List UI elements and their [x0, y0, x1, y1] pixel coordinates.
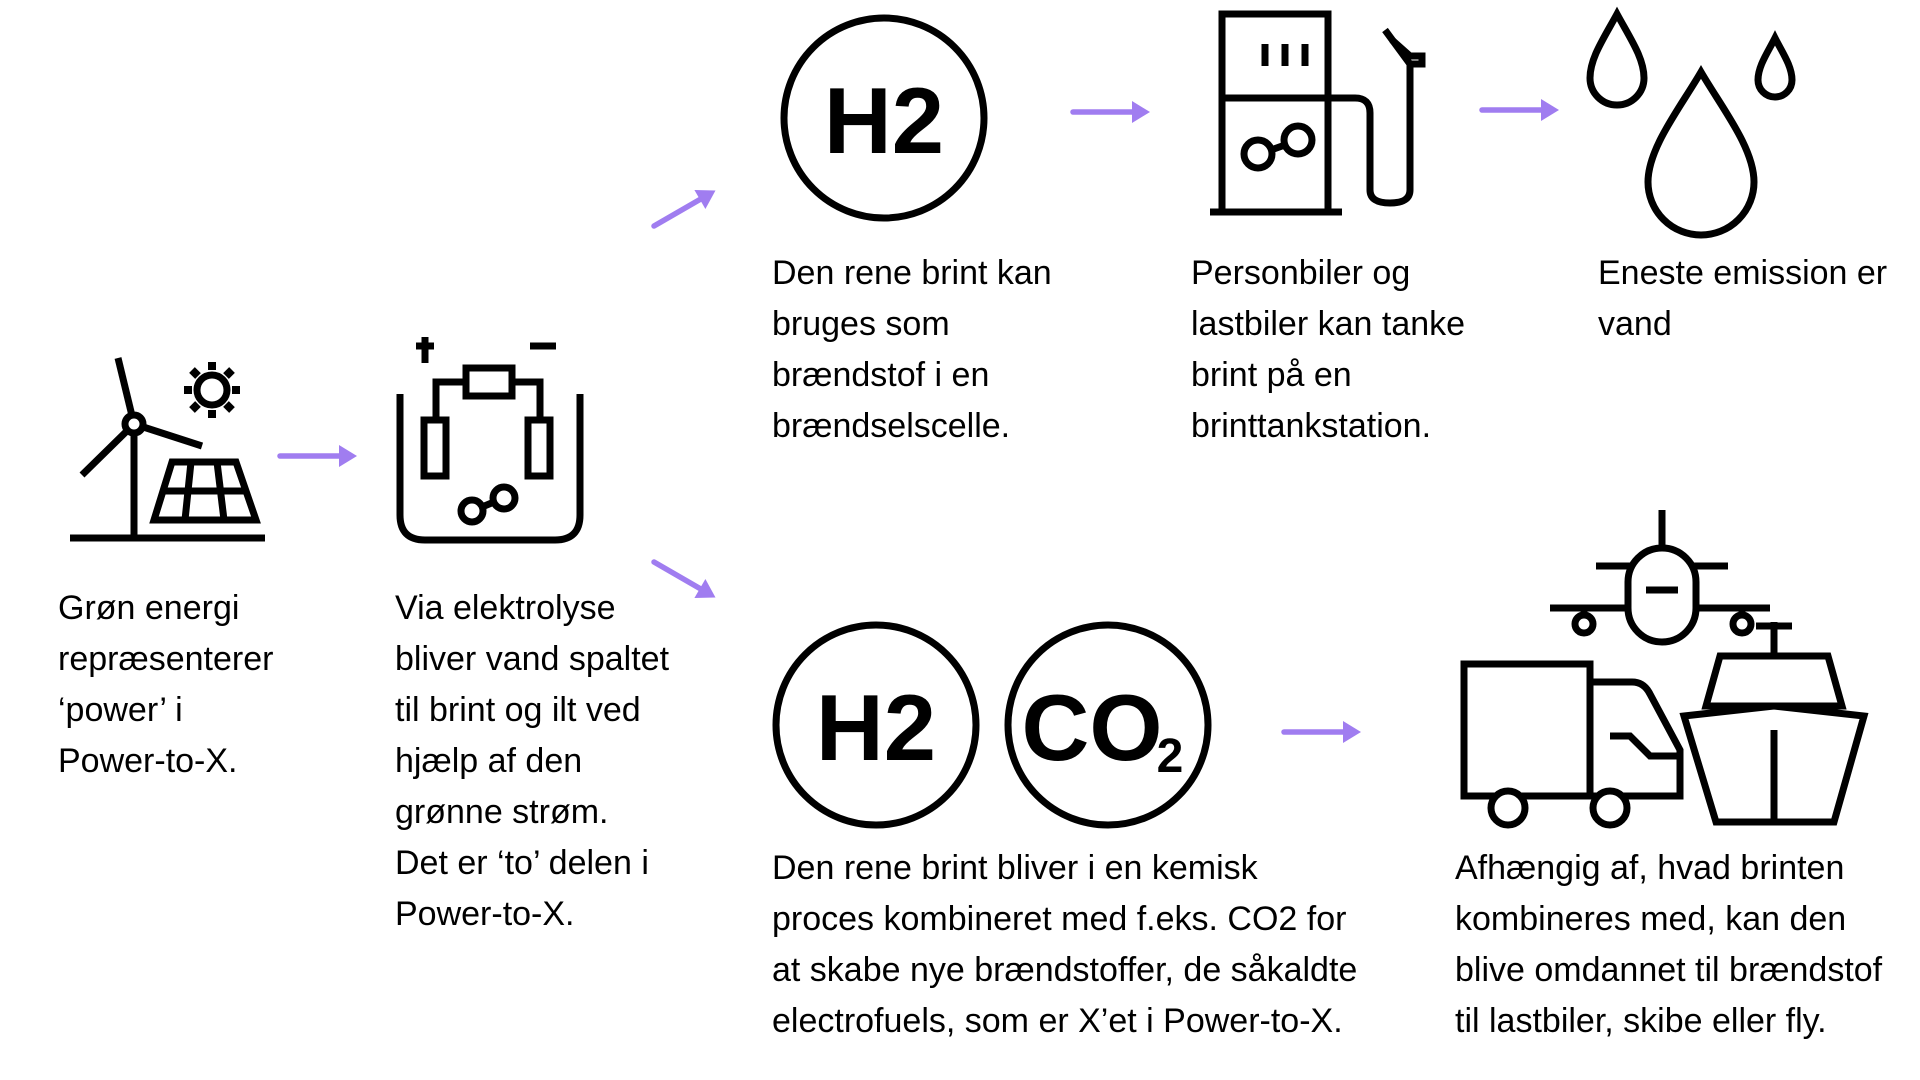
desc-line: Personbiler og: [1191, 254, 1411, 292]
arrow-h2-to-fuel-station: [1073, 101, 1150, 123]
fuel-station-description: [1191, 248, 1465, 452]
desc-line: brændstof i en: [772, 356, 990, 394]
desc-line: ‘power’ i: [58, 691, 183, 729]
arrow-energy-to-electrolysis: [280, 445, 357, 467]
desc-line: til brint og ilt ved: [395, 691, 641, 729]
h2-co2-badges-icon: [776, 625, 1208, 825]
fuel-pump-icon: [1210, 14, 1422, 212]
desc-line: Via elektrolyse: [395, 589, 616, 627]
desc-line: proces kombineret med f.eks. CO2 for: [772, 900, 1347, 938]
desc-line: brint på en: [1191, 356, 1352, 394]
pure-hydrogen-description: [772, 248, 1052, 452]
desc-line: hjælp af den: [395, 742, 583, 780]
electrofuels-description: [772, 843, 1357, 1047]
desc-line: Eneste emission er: [1598, 254, 1888, 292]
desc-line: Den rene brint bliver i en kemisk: [772, 849, 1258, 887]
desc-line: at skabe nye brændstoffer, de såkaldte: [772, 951, 1358, 989]
arrow-electrofuels-to-transport: [1284, 721, 1361, 743]
desc-line: bruges som: [772, 305, 950, 343]
desc-line: brændselscelle.: [772, 407, 1011, 445]
electrolysis-description: [395, 583, 669, 940]
water-drops-icon: [1590, 14, 1792, 235]
desc-line: Grøn energi: [58, 589, 240, 627]
desc-line: Power-to-X.: [58, 742, 238, 780]
desc-line: til lastbiler, skibe eller fly.: [1455, 1002, 1827, 1040]
h2-label: H2: [823, 68, 945, 173]
desc-line: grønne strøm.: [395, 793, 609, 831]
desc-line: repræsenterer: [58, 640, 274, 678]
desc-line: blive omdannet til brændstof: [1455, 951, 1883, 989]
desc-line: Afhængig af, hvad brinten: [1455, 849, 1845, 887]
h2-bottom-label: H2: [815, 675, 937, 780]
h2-badge-icon: [784, 18, 984, 218]
desc-line: electrofuels, som er X’et i Power-to-X.: [772, 1002, 1343, 1040]
desc-line: lastbiler kan tanke: [1191, 305, 1466, 343]
wind-turbine-solar-icon: [70, 358, 265, 538]
desc-line: brinttankstation.: [1191, 407, 1432, 445]
co2-label: CO: [1021, 675, 1163, 780]
desc-line: kombineres med, kan den: [1455, 900, 1847, 938]
electrolysis-icon: [400, 337, 580, 540]
desc-line: bliver vand spaltet: [395, 640, 670, 678]
co2-subscript: 2: [1156, 730, 1184, 783]
green-energy-description: [58, 583, 273, 787]
desc-line: vand: [1598, 305, 1672, 343]
desc-line: Power-to-X.: [395, 895, 575, 933]
desc-line: Det er ‘to’ delen i: [395, 844, 649, 882]
water-emission-description: [1598, 248, 1887, 350]
desc-line: Den rene brint kan: [772, 254, 1052, 292]
arrow-electrolysis-to-h2: [649, 181, 721, 236]
arrow-fuel-station-to-water: [1482, 99, 1559, 121]
transport-description: [1455, 843, 1882, 1047]
truck-ship-plane-icon: [1464, 510, 1864, 825]
